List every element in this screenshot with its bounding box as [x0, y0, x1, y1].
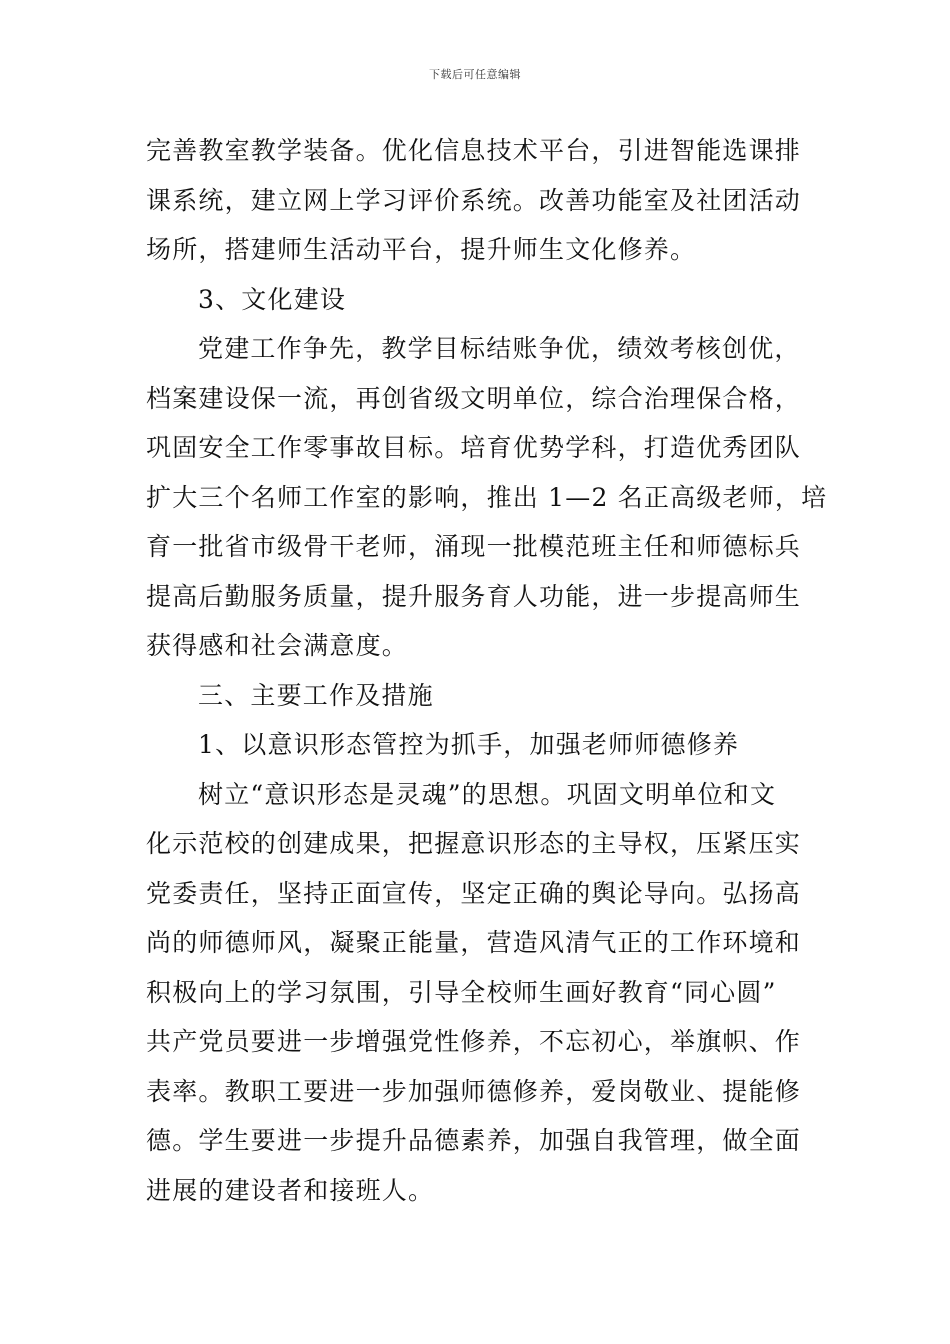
header-note: 下载后可任意编辑 [429, 68, 521, 81]
text-line: 表率。教职工要进一步加强师德修养，爱岗敬业、提能修 [146, 1076, 802, 1106]
text-line: 扩大三个名师工作室的影响，推出 1—2 名正高级老师，培 [146, 482, 828, 512]
text-line: 育一批省市级骨干老师，涌现一批模范班主任和师德标兵 [146, 532, 802, 561]
text-line: 完善教室教学装备。优化信息技术平台，引进智能选课排 [146, 136, 802, 165]
subsection-heading: 1、以意识形态管控为抓手，加强老师师德修养 [198, 730, 740, 759]
text-line: 化示范校的创建成果，把握意识形态的主导权，压紧压实 [146, 829, 802, 858]
text-line: 进展的建设者和接班人。 [146, 1175, 435, 1205]
text-line: 树立“意识形态是灵魂”的思想。巩固文明单位和文 [198, 779, 777, 809]
text-line: 课系统，建立网上学习评价系统。改善功能室及社团活动 [146, 185, 802, 215]
section-heading: 3、文化建设 [198, 284, 347, 314]
section-heading: 三、主要工作及措施 [198, 680, 434, 710]
text-line: 提高后勤服务质量，提升服务育人功能，进一步提高师生 [146, 581, 802, 611]
text-line: 共产党员要进一步增强党性修养，不忘初心，举旗帜、作 [146, 1027, 802, 1056]
text-line: 党建工作争先，教学目标结账争优，绩效考核创优， [198, 334, 801, 363]
text-line: 积极向上的学习氛围，引导全校师生画好教育“同心圆” [146, 977, 777, 1007]
text-line: 场所，搭建师生活动平台，提升师生文化修养。 [146, 235, 697, 264]
text-line: 获得感和社会满意度。 [146, 631, 409, 660]
text-line: 党委责任，坚持正面宣传，坚定正确的舆论导向。弘扬高 [146, 878, 802, 908]
text-line: 德。学生要进一步提升品德素养，加强自我管理，做全面 [146, 1126, 802, 1155]
text-line: 尚的师德师风，凝聚正能量，营造风清气正的工作环境和 [146, 928, 802, 957]
text-line: 档案建设保一流，再创省级文明单位，综合治理保合格， [146, 383, 802, 413]
text-line: 巩固安全工作零事故目标。培育优势学科，打造优秀团队 [146, 433, 802, 462]
document-body [146, 126, 828, 1215]
